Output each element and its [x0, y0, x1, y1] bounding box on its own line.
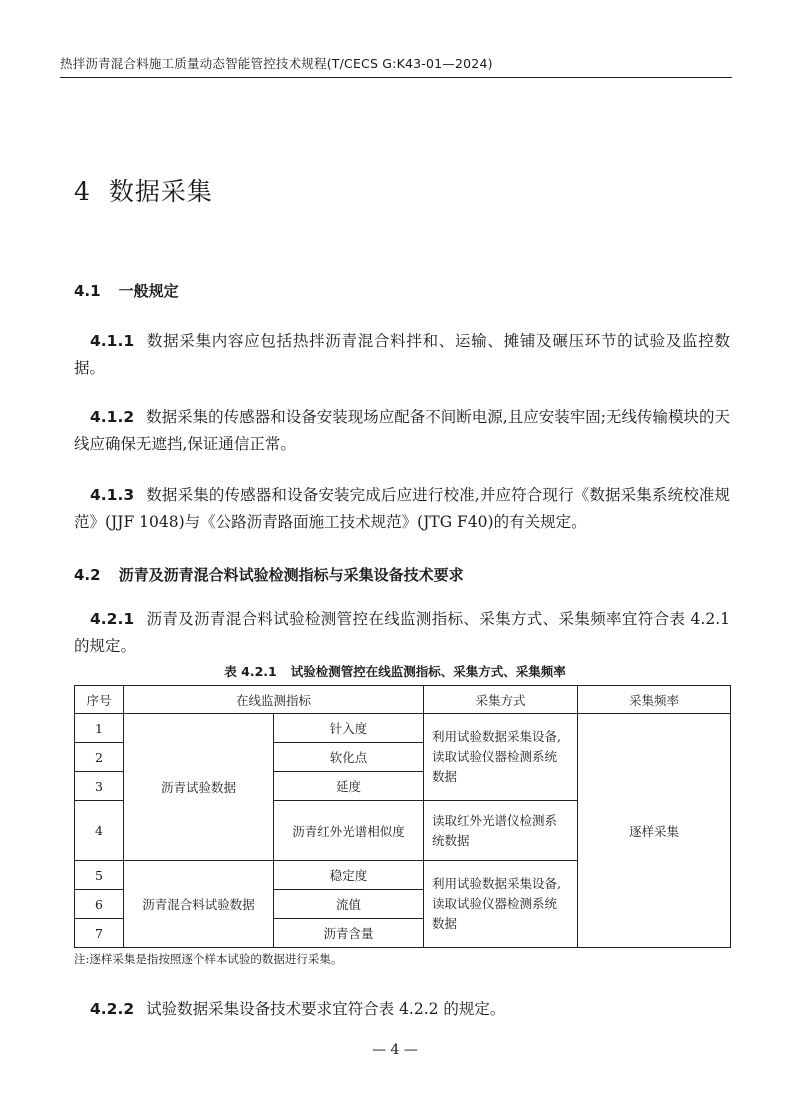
method-cell: 利用试验数据采集设备,读取试验仪器检测系统数据: [424, 861, 578, 948]
group-cell: 沥青试验数据: [124, 714, 274, 861]
clause-text: 数据采集的传感器和设备安装完成后应进行校准,并应符合现行《数据采集系统校准规范》(JJF 1048)与《公路沥青路面施工技术规范》(JTG F40)的有关规定。: [74, 486, 730, 531]
indicator-cell: 软化点: [274, 743, 424, 772]
indicator-cell: 沥青含量: [274, 919, 424, 948]
clause-text: 数据采集内容应包括热拌沥青混合料拌和、运输、摊铺及碾压环节的试验及监控数据。: [74, 332, 730, 377]
row-number: 7: [75, 919, 124, 948]
section-heading-4-2: [74, 564, 464, 585]
clause-text: 数据采集的传感器和设备安装现场应配备不间断电源,且应安装牢固;无线传输模块的天线应确保无遮挡,保证通信正常。: [74, 408, 730, 453]
method-cell: 利用试验数据采集设备,读取试验仪器检测系统数据: [424, 714, 578, 801]
clause-4-2-1: [74, 606, 730, 660]
row-number: 5: [75, 861, 124, 890]
clause-4-2-2: [74, 996, 730, 1023]
clause-number: 4.1.2: [90, 408, 135, 426]
row-number: 6: [75, 890, 124, 919]
table-caption: [0, 662, 790, 680]
indicator-cell: 稳定度: [274, 861, 424, 890]
clause-number: 4.2.1: [90, 610, 135, 628]
indicator-cell: 针入度: [274, 714, 424, 743]
section-title: 一般规定: [118, 282, 179, 300]
header-cell-index: 序号: [75, 686, 124, 714]
clause-4-1-3: [74, 482, 730, 536]
clause-4-1-2: [74, 404, 730, 458]
clause-number: 4.1.1: [90, 332, 135, 350]
clause-text: 沥青及沥青混合料试验检测管控在线监测指标、采集方式、采集频率宜符合表 4.2.1 的规定。: [74, 610, 730, 655]
chapter-heading: [74, 172, 213, 208]
table-caption-title: 试验检测管控在线监测指标、采集方式、采集频率: [290, 664, 566, 679]
clause-number: 4.2.2: [90, 1000, 135, 1018]
method-cell: 读取红外光谱仪检测系统数据: [424, 801, 578, 861]
section-number: 4.2: [74, 566, 101, 584]
clause-4-1-1: [74, 328, 730, 382]
table-header-row: [75, 686, 731, 714]
clause-number: 4.1.3: [90, 486, 135, 504]
section-number: 4.1: [74, 282, 101, 300]
indicator-cell: 沥青红外光谱相似度: [274, 801, 424, 861]
group-cell: 沥青混合料试验数据: [124, 861, 274, 948]
running-header: 热拌沥青混合料施工质量动态智能管控技术规程(T/CECS G:K43-01—2024): [60, 54, 732, 78]
header-cell-indicator: 在线监测指标: [124, 686, 424, 714]
row-number: 3: [75, 772, 124, 801]
indicator-cell: 流值: [274, 890, 424, 919]
table-note: 注:逐样采集是指按照逐个样本试验的数据进行采集。: [74, 952, 343, 966]
page-number: — 4 —: [372, 1042, 418, 1058]
monitoring-table: [74, 685, 731, 948]
section-title: 沥青及沥青混合料试验检测指标与采集设备技术要求: [118, 566, 464, 584]
indicator-cell: 延度: [274, 772, 424, 801]
row-number: 1: [75, 714, 124, 743]
chapter-title: 数据采集: [108, 177, 213, 206]
clause-text: 试验数据采集设备技术要求宜符合表 4.2.2 的规定。: [146, 1000, 506, 1018]
row-number: 2: [75, 743, 124, 772]
chapter-number: 4: [74, 177, 91, 206]
frequency-cell: 逐样采集: [578, 714, 731, 948]
row-number: 4: [75, 801, 124, 861]
section-heading-4-1: [74, 280, 179, 301]
header-cell-frequency: 采集频率: [578, 686, 731, 714]
table-caption-number: 表 4.2.1: [224, 664, 277, 679]
header-cell-method: 采集方式: [424, 686, 578, 714]
table-row: [75, 714, 731, 743]
